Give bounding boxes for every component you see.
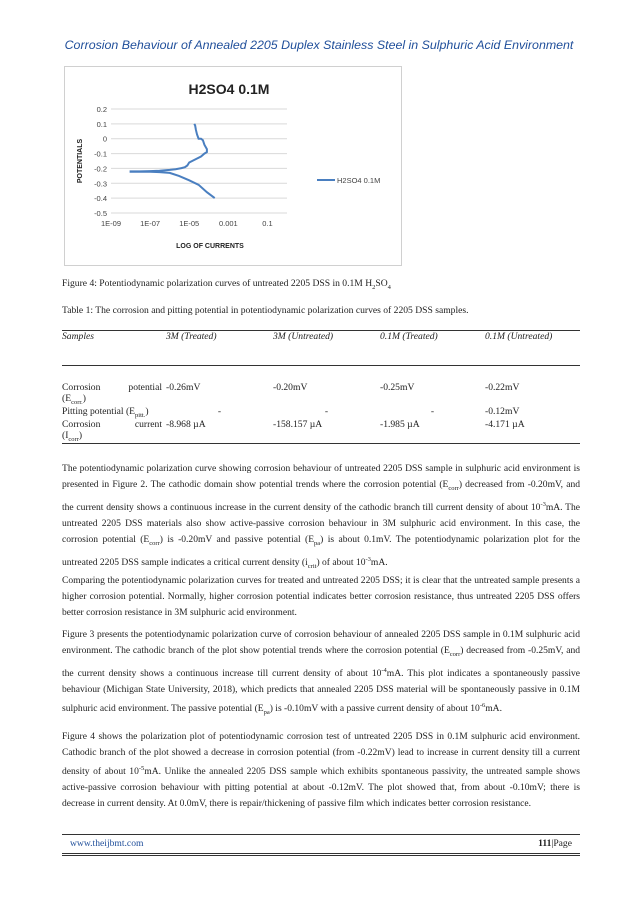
polarization-chart-svg [65,67,401,265]
table-cell: -158.157 µA [273,419,380,443]
y-tick-label: -0.4 [94,194,107,204]
x-tick-label: 0.001 [218,219,238,228]
legend-label: H2SO4 0.1M [337,176,381,185]
x-tick-label: 1E-05 [179,219,200,228]
x-tick-label: 1E-09 [100,219,122,228]
table-cell: -0.20mV [273,382,308,393]
y-tick-label: -0.1 [94,149,107,159]
table-row [62,366,580,406]
table-header-row [62,331,580,366]
table-caption: Table 1: The corrosion and pitting potential in potentiodynamic polarization curves of 2205 DSS samples. [62,305,469,316]
table-cell: -0.25mV [380,382,415,393]
paragraph-1: The potentiodynamic polarization curve showing corrosion behaviour of untreated 2205 DSS sample in sulphuric acid environment is presented in Figure 2. The cathodic domain show potential trends where the corrosion potential $(E_{corr})$ decreased from -0.20mV, and the current density shows a continuous increase in the current density of the cathodic branch till current density of about $10^{-3}mA$. The untreated 2205 DSS materials also show active-passive corrosion behaviour in 3M sulphuric acid environment. In this case, the corrosion potential $(E_{corr})$ is -0.20mV and passive potential $(E_{pa})$ is about 0.1mV. The potentiodynamic polarization plot for the untreated 2205 DSS sample indicates a critical current density $(i_{crit})$ of about $10^{-3}mA$. [62,463,581,571]
table-cell: -4.171 µA [485,419,580,443]
figure-caption: Figure 4: Potentiodynamic polarization curves of untreated 2205 DSS in 0.1M $H_2SO_4$ [62,278,391,291]
table-cell: - [217,405,222,417]
page-footer [62,834,580,856]
footer-page-number: 111|Page [538,838,572,849]
th-3m-untreated: 3M (Untreated) [273,331,380,366]
x-tick-label: 1E-07 [140,219,161,228]
row-label: Pitting potential $(E_{pitt.})$ [62,405,149,419]
table-row [62,406,580,419]
table-cell: -1.985 µA [380,419,485,443]
paragraph-2: Comparing the potentiodynamic polarization curves for treated and untreated 2205 DSS; it is clear that the untreated sample presents a higher corrosion potential. Normally, higher corrosion potential indicates better corrosion resistance, thus untreated 2205 DSS offers better corrosion resistance in 3M sulphuric acid environment. [62,575,580,618]
y-tick-label: -0.2 [94,164,107,174]
corrosion-table [62,330,580,444]
y-tick-label: 0.2 [96,105,107,114]
table-cell: -0.12mV [485,405,520,417]
y-tick-label: -0.5 [94,209,107,218]
footer-website-link[interactable]: www.theijbmt.com [70,838,144,849]
row-label: Corrosion potential $(E_{corr.})$ [62,382,162,406]
paragraph-3: Figure 3 presents the potentiodynamic polarization curve of corrosion behaviour of annealed 2205 DSS sample in 0.1M sulphuric acid environment. The cathodic branch of the plot show potential trends where the corrosion potential $(E_{corr})$ decreased from -0.25mV, and the current density shows a continuous increase till current density of about $10^{-4}mA$. This plot indicates a spontaneously passive behaviour (Michigan State University, 2018), which predicts that annealed 2205 DSS material will be spontaneously passive in 0.1M sulphuric acid environment. The passive potential $(E_{pa})$ is -0.10mV with a passive current density of about $10^{-6}mA$. [62,629,580,717]
table-cell: - [430,405,435,417]
th-0.1m-treated: 0.1M (Treated) [380,331,485,366]
y-tick-label: -0.3 [94,179,107,189]
chart-title: H2SO4 0.1M [188,81,270,97]
x-axis-label: LOG OF CURRENTS [176,243,244,250]
series-line-h2so4-0.1m [131,124,215,198]
table-row [62,419,580,443]
table-cell: -0.26mV [166,382,201,393]
y-tick-label: 0 [102,134,107,144]
th-0.1m-untreated: 0.1M (Untreated) [485,331,580,366]
row-label: Corrosion current $(I_{corr})$ [62,419,166,443]
journal-header: Corrosion Behaviour of Annealed 2205 Duplex Stainless Steel in Sulphuric Acid Environment [64,38,574,52]
table-cell: -0.22mV [485,382,520,393]
table-cell: - [324,405,329,417]
th-samples: Samples [62,331,166,366]
table-cell: -8.968 µA [166,419,273,443]
paragraph-4: Figure 4 shows the polarization plot of potentiodynamic corrosion test of untreated 2205 DSS in 0.1M sulphuric acid environment. Cathodic branch of the plot showed a decrease in corrosion potential (from -0.22mV) lead to increase in current density till a current density of about $10^{-5}mA$. Unlike the annealed 2205 DSS sample which exhibits spontaneous passivity, the untreated sample shows active-passive corrosion behaviour with pitting potential at about -0.12mV. The plot showed that, from about -0.10mV; there is decrease in current density. At 0.0mV, there is repair/thickening of passive film which indicates better corrosion resistance. [62,731,580,810]
y-tick-label: 0.1 [96,119,107,129]
y-axis-label: POTENTIALS [77,138,84,184]
figure-4-chart [64,66,402,266]
th-3m-treated: 3M (Treated) [166,331,273,366]
x-tick-label: 0.1 [262,219,273,228]
